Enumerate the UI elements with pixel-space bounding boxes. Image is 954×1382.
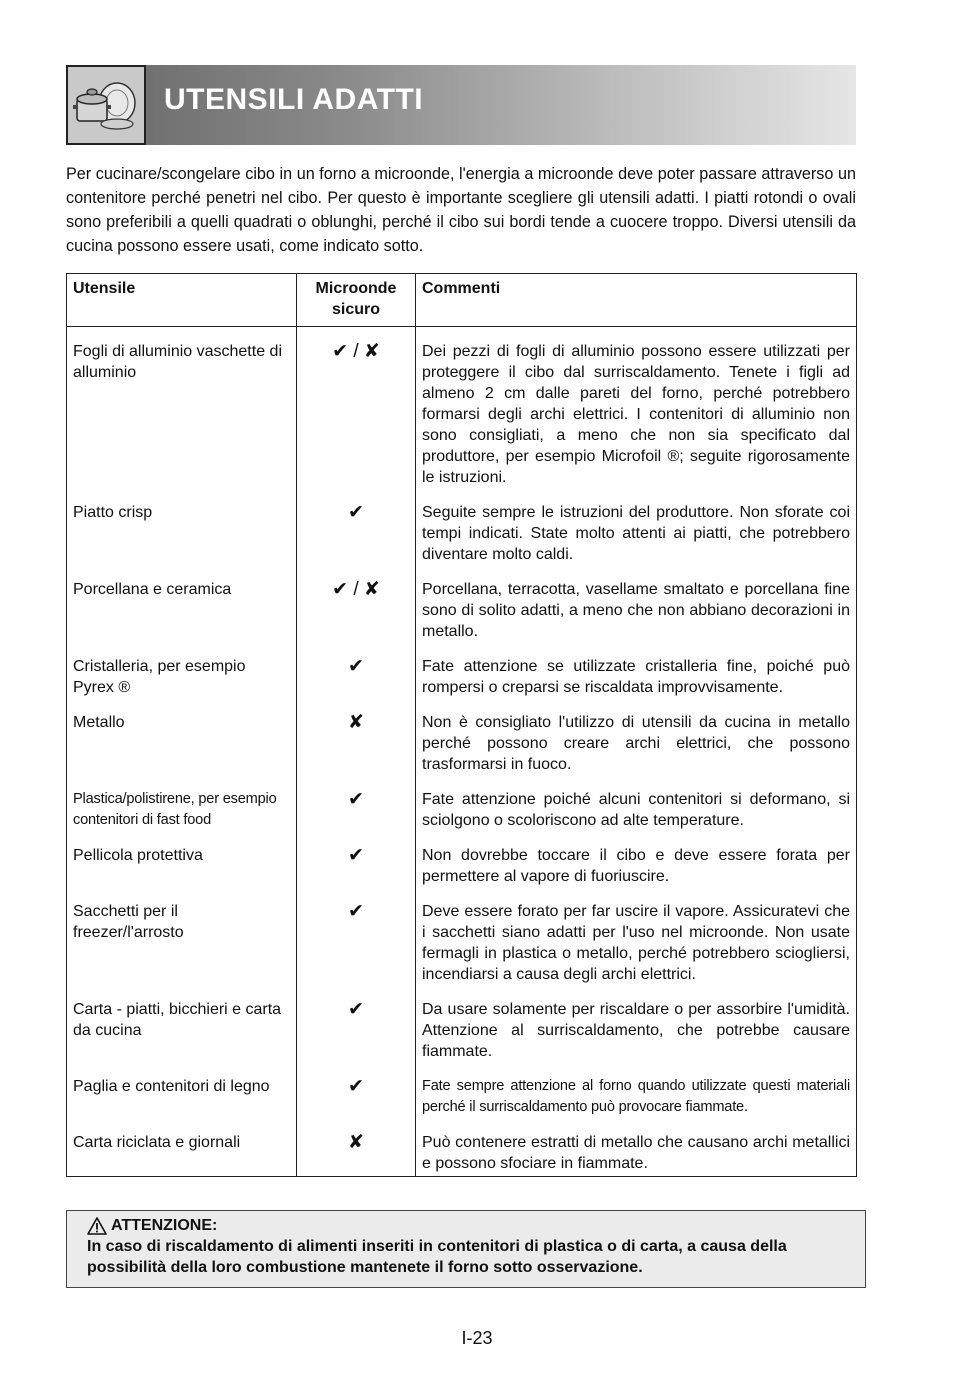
comment-cell: Fate sempre attenzione al forno quando utilizzate questi materiali perché il surriscaldamento può provocare fiammate.: [416, 1076, 857, 1132]
table-row: [67, 502, 857, 579]
utensil-cell: Carta - piatti, bicchieri e carta da cucina: [67, 999, 297, 1076]
safe-cell: ✔: [297, 999, 416, 1076]
utensil-cell: Paglia e contenitori di legno: [67, 1076, 297, 1132]
safe-cell: ✔: [297, 901, 416, 999]
safe-cell: ✔: [297, 789, 416, 845]
safe-cell: ✔: [297, 502, 416, 579]
cookware-icon: [66, 65, 146, 145]
header-utensil: Utensile: [67, 274, 297, 327]
header-safe: Microonde sicuro: [297, 274, 416, 327]
header-comments: Commenti: [416, 274, 857, 327]
comment-cell: Fate attenzione se utilizzate cristalleria fine, poiché può rompersi o creparsi se riscaldata improvvisamente.: [416, 656, 857, 712]
warning-title-row: [87, 1215, 855, 1236]
table-header-row: [67, 274, 857, 327]
utensil-cell: Plastica/polistirene, per esempio contenitori di fast food: [67, 789, 297, 845]
utensil-cell: Porcellana e ceramica: [67, 579, 297, 656]
comment-cell: Da usare solamente per riscaldare o per assorbire l'umidità. Attenzione al surriscaldamento, che potrebbe causare fiammate.: [416, 999, 857, 1076]
comment-cell: Non è consigliato l'utilizzo di utensili da cucina in metallo perché possono creare archi elettrici, che possono trasformarsi in fuoco.: [416, 712, 857, 789]
warning-title: ATTENZIONE:: [111, 1217, 218, 1234]
safe-cell: ✘: [297, 712, 416, 789]
safe-cell: ✔ / ✘: [297, 327, 416, 503]
safe-cell: ✔: [297, 845, 416, 901]
page-number: I-23: [461, 1328, 493, 1348]
comment-cell: Porcellana, terracotta, vasellame smaltato e porcellana fine sono di solito adatti, a meno che non abbiano decorazioni in metallo.: [416, 579, 857, 656]
safe-cell: ✔: [297, 1076, 416, 1132]
utensil-cell: Carta riciclata e giornali: [67, 1132, 297, 1177]
warning-triangle-icon: [87, 1217, 107, 1235]
safe-cell: ✔ / ✘: [297, 579, 416, 656]
intro-paragraph: Per cucinare/scongelare cibo in un forno a microonde, l'energia a microonde deve poter passare attraverso un contenitore perché penetri nel cibo. Per questo è importante scegliere gli utensili adatti. I piatti rotondi o ovali sono preferibili a quelli quadrati o oblunghi, perché il cibo sui bordi tende a cuocere troppo. Diversi utensili da cucina possono essere usati, come indicato sotto.: [66, 165, 856, 255]
table-row: [67, 712, 857, 789]
utensil-cell: Piatto crisp: [67, 502, 297, 579]
safe-cell: ✔: [297, 656, 416, 712]
table-row: [67, 845, 857, 901]
table-row: [67, 1076, 857, 1132]
utensil-cell: Cristalleria, per esempio Pyrex ®: [67, 656, 297, 712]
warning-box: [66, 1210, 866, 1288]
table-row: [67, 901, 857, 999]
utensil-cell: Pellicola protettiva: [67, 845, 297, 901]
comment-cell: Seguite sempre le istruzioni del produttore. Non sforate coi tempi indicati. State molto attenti ai piatti, che potrebbero diventare molto caldi.: [416, 502, 857, 579]
utensil-cell: Metallo: [67, 712, 297, 789]
comment-cell: Deve essere forato per far uscire il vapore. Assicuratevi che i sacchetti siano adatti per l'uso nel microonde. Non usate fermagli in plastica o metallo, perché potrebbero sciogliersi, incendiarsi a causa degli archi elettrici.: [416, 901, 857, 999]
safe-cell: ✘: [297, 1132, 416, 1177]
table-row: [67, 579, 857, 656]
section-header: [66, 65, 856, 145]
utensil-cell: Fogli di alluminio vaschette di alluminio: [67, 327, 297, 503]
comment-cell: Può contenere estratti di metallo che causano archi metallici e possono sfociare in fiammate.: [416, 1132, 857, 1177]
warning-text: In caso di riscaldamento di alimenti inseriti in contenitori di plastica o di carta, a causa della possibilità della loro combustione mantenete il forno sotto osservazione.: [87, 1238, 787, 1276]
table-row: [67, 789, 857, 845]
comment-cell: Dei pezzi di fogli di alluminio possono essere utilizzati per proteggere il cibo dal surriscaldamento. Tenete i figli ad almeno 2 cm dalle pareti del forno, perché potrebbero formarsi degli archi elettrici. I contenitori di alluminio non sono consigliati, a meno che non sia specificato dal produttore, per esempio Microfoil ®; seguite rigorosamente le istruzioni.: [416, 327, 857, 503]
table-row: [67, 999, 857, 1076]
utensil-cell: Sacchetti per il freezer/l'arrosto: [67, 901, 297, 999]
comment-cell: Non dovrebbe toccare il cibo e deve essere forata per permettere al vapore di fuoriuscire.: [416, 845, 857, 901]
table-row: [67, 656, 857, 712]
table-row: [67, 327, 857, 503]
comment-cell: Fate attenzione poiché alcuni contenitori si deformano, si sciolgono o scoloriscono ad alte temperature.: [416, 789, 857, 845]
page-title: UTENSILI ADATTI: [164, 83, 424, 116]
utensils-table: [66, 273, 857, 1177]
table-row: [67, 1132, 857, 1177]
